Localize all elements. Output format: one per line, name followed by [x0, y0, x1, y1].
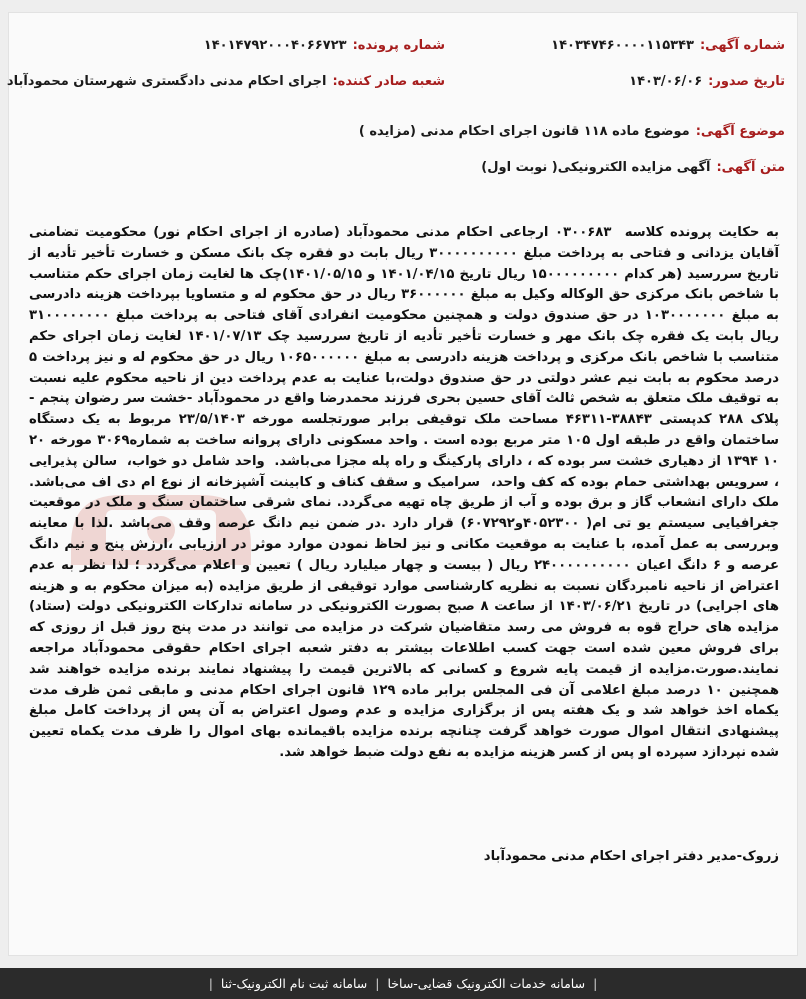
subject-label: موضوع آگهی:	[695, 124, 785, 139]
footer-separator-right: |	[593, 976, 598, 991]
ad-number-label: شماره آگهی:	[699, 38, 785, 53]
case-number-label: شماره پرونده:	[352, 38, 445, 53]
issue-date-label: تاریخ صدور:	[708, 74, 785, 89]
subject-field	[359, 123, 785, 141]
ad-number-value: ۱۴۰۳۴۷۴۶۰۰۰۰۱۱۵۳۴۳	[551, 38, 694, 53]
branch-field	[7, 73, 445, 91]
footer-link-sakha[interactable]: سامانه خدمات الکترونیک قضایی-ساخا	[387, 976, 586, 991]
footer-separator: |	[375, 976, 380, 991]
signature: زروک-مدیر دفتر اجرای احکام مدنی محمودآباد	[483, 849, 779, 864]
branch-value: اجرای احکام مدنی دادگستری شهرستان محمودآباد	[6, 74, 327, 89]
notice-page	[8, 12, 798, 956]
footer-separator-left: |	[208, 976, 213, 991]
issue-date-value: ۱۴۰۳/۰۶/۰۶	[629, 74, 703, 89]
notice-body: به حکایت پرونده کلاسه ۰۳۰۰۶۸۳ ارجاعی احکام مدنی محمودآباد (صادره از اجرای احکام نور) محکومیت تضامنی آقایان یزدانی و فتاحی به پرداخت مبلغ ۳۰۰۰۰۰۰۰۰۰۰ ریال بابت دو فقره چک بانک مسکن و خسارت تأخیر تأدیه از تاریخ سررسید (هر کدام ۱۵۰۰۰۰۰۰۰۰۰ ریال تاریخ ۱۴۰۱/۰۴/۱۵ و ۱۴۰۱/۰۵/۱۵)چک ها لغایت زمان اجرای حکم متناسب با شاخص بانک مرکزی حق الوکاله وکیل به مبلغ ۳۶۰۰۰۰۰۰ ریال در حق محکوم له و متساویا بپرداخت هزینه دادرسی به مبلغ ۱۰۳۰۰۰۰۰۰۰ در حق صندوق دولت و همچنین محکومیت انفرادی آقای فتاحی به پرداخت مبلغ ۳۱۰۰۰۰۰۰۰۰ ریال بابت یک فقره چک بانک مهر و خسارت تأخیر تأدیه از تاریخ سررسید چک ۱۴۰۱/۰۷/۱۳ لغایت زمان اجرای حکم متناسب با شاخص بانک مرکزی و پرداخت هزینه دادرسی به مبلغ ۱۰۶۵۰۰۰۰۰۰ ریال در حق محکوم له و نیز پرداخت ۵ درصد محکوم به بابت نیم عشر دولتی در حق صندوق دولت،با عنایت به عدم پرداخت دین از ناحیه محکوم علیه نسبت به توقیف ملک متعلق به شخص ثالث آقای حسین بحری فرزند محمدرضا واقع در محمودآباد -خشت سر رضوان پنجم - پلاک ۲۸۸ کدپستی ۳۸۸۴۳-۴۶۳۱۱ مساحت ملک توقیفی برابر صورتجلسه مورخه ۲۳/۵/۱۴۰۳ مربوط به یک دستگاه ساختمان واقع در طبقه اول ۱۰۵ متر مربع بوده است . واحد مسکونی دارای پروانه ساخت به شماره۳۰۶۹ مورخه ۲۰ ۱۰ ۱۳۹۴ از دهیاری خشت سر بوده که ، دارای پارکینگ و راه پله مجزا می‌باشد. واحد شامل دو خواب، سالن پذیرایی ، سرویس بهداشتی حمام بوده که کف واحد، سرامیک و سقف کناف و کابینت آشپزخانه از نوع ام دی اف می‌باشد. ملک دارای انشعاب گاز و برق بوده و آب از طریق چاه تهیه می‌گردد. نمای شرقی ساختمان سنگ و ملک در موقعیت جغرافیایی سیستم یو تی ام( ۴۰۵۲۳۰۰و۶۰۷۲۹۲) قرار دارد .در ضمن نیم دانگ عرصه وقف می‌باشد .لذا با معاینه وبررسی به عمل آمده، با عنایت به موقعیت مکانی و نیز لحاظ نمودن موارد موثر در ارزیابی ،ارزش پنج و نیم دانگ عرصه و ۶ دانگ اعیان ۲۴۰۰۰۰۰۰۰۰۰۰ ریال ( بیست و چهار میلیارد ریال ) تعیین و اعلام می‌گردد ؛ لذا نظر به عدم اعتراض از ناحیه نامبردگان نسبت به نظریه کارشناسی موارد توقیفی از طریق مزایده (به میزان محکوم به و هزینه های اجرایی) در تاریخ ۱۴۰۳/۰۶/۲۱ از ساعت ۸ صبح بصورت الکترونیکی در سامانه تدارکات الکترونیکی دولت (ستاد) مزایده های حراج قوه به فروش می رسد متقاضیان شرکت در مزایده می توانند در مدت پنج روز قبل از روزی که برای فروش معین شده است جهت کسب اطلاعات بیشتر به دفتر شعبه اجرای احکام حقوقی محمودآباد مراجعه نمایند.صورت.مزایده از قیمت پایه شروع و کسانی که بالاترین قیمت را پیشنهاد نمایند برنده مزایده خواهند شد همچنین ۱۰ درصد مبلغ اعلامی آن فی المجلس برابر ماده ۱۲۹ قانون اجرای احکام مدنی و مابقی ثمن ظرف مدت یکماه اخذ خواهد شد و یک هفته پس از برگزاری مزایده و عدم وصول اعتراض به آن پس از پرداخت کامل مبلغ پیشنهادی انتقال اموال صورت خواهد گرفت چنانچه برنده مزایده باقیمانده بهای اموال را ظرف مدت یکماه تعیین شده نپردازد سپرده او پس از کسر هزینه مزایده به نفع دولت ضبط خواهد شد.	[24, 225, 780, 760]
text-title: آگهی مزایده الکترونیکی( نوبت اول)	[481, 160, 711, 175]
branch-label: شعبه صادر کننده:	[332, 74, 445, 89]
issue-date-field	[629, 73, 785, 91]
text-label: متن آگهی:	[716, 160, 785, 175]
subject-value: موضوع ماده ۱۱۸ قانون اجرای احکام مدنی (مزایده )	[358, 124, 690, 139]
footer-bar	[0, 968, 806, 999]
case-number-field	[204, 37, 445, 55]
text-title-field	[481, 159, 785, 177]
footer-link-sana[interactable]: سامانه ثبت نام الکترونیک-ثنا	[220, 976, 368, 991]
case-number-value: ۱۴۰۱۴۷۹۲۰۰۰۴۰۶۶۷۲۳	[203, 38, 347, 53]
ad-number-field	[551, 37, 785, 55]
